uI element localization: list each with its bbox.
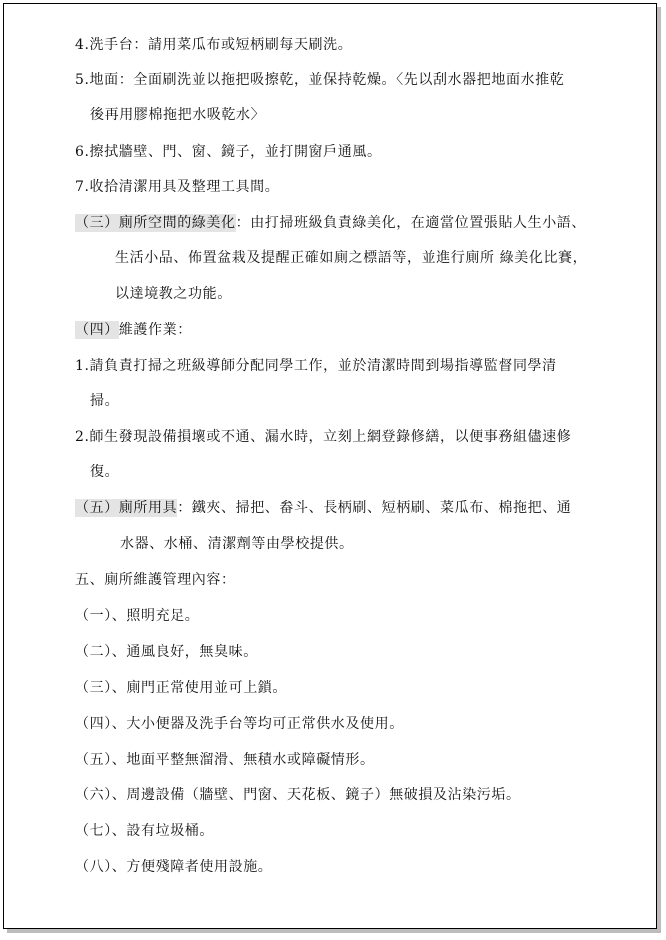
maint-item-1: 1.請負責打掃之班級導師分配同學工作，並於清潔時間到場指導監督同學清	[75, 358, 557, 374]
maint-item-2-cont: 復。	[90, 464, 120, 480]
maint-item-2: 2.師生發現設備損壞或不通、漏水時，立刻上網登錄修繕，以便事務組儘速修	[75, 429, 572, 445]
check-item-6: （六）、周邊設備（牆壁、門窗、天花板、鏡子）無破損及沾染污垢。	[75, 787, 521, 803]
check-item-3: （三）、廁門正常使用並可上鎖。	[75, 680, 287, 696]
section-5-tools: （五）廁所用具：鐵夾、掃把、畚斗、長柄刷、短柄刷、菜瓜布、棉拖把、通	[75, 500, 572, 516]
check-item-4: （四）、大小便器及洗手台等均可正常供水及使用。	[75, 716, 404, 732]
item-6-wipe: 6.擦拭牆壁、門、窗、鏡子，並打開窗戶通風。	[75, 144, 382, 160]
section-4-heading: （四）	[75, 322, 119, 338]
item-4-sink: 4.洗手台：請用菜瓜布或短柄刷每天刷洗。	[75, 37, 353, 53]
check-item-1: （一）、照明充足。	[75, 608, 200, 624]
section-4-maintenance: （四）維護作業：	[75, 322, 192, 338]
check-item-5: （五）、地面平整無溜滑、無積水或障礙情形。	[75, 752, 375, 768]
section-3-cont-2: 以達境教之功能。	[115, 286, 232, 302]
section-5-heading: （五）廁所用具	[75, 500, 178, 516]
section-3-greening: （三）廁所空間的綠美化：由打掃班級負責綠美化，在適當位置張貼人生小語、	[75, 215, 587, 231]
item-7-tidy: 7.收拾清潔用具及整理工具間。	[75, 179, 280, 195]
section-3-cont-1: 生活小品、佈置盆栽及提醒正確如廁之標語等，並進行廁所 綠美化比賽，	[115, 250, 588, 266]
maint-item-1-cont: 掃。	[90, 393, 120, 409]
section-5-cont: 水器、水桶、清潔劑等由學校提供。	[120, 536, 354, 552]
section-3-heading: （三）廁所空間的綠美化	[75, 215, 236, 231]
item-5-floor-cont: 後再用膠棉拖把水吸乾水〉	[90, 107, 266, 123]
check-item-7: （七）、設有垃圾桶。	[75, 823, 214, 839]
check-item-8: （八）、方便殘障者使用設施。	[75, 859, 273, 875]
chapter-5-heading: 五、廁所維護管理內容：	[75, 572, 236, 588]
check-item-2: （二）、通風良好，無臭味。	[75, 644, 258, 660]
item-5-floor: 5.地面：全面刷洗並以拖把吸擦乾，並保持乾燥。〈先以刮水器把地面水推乾	[75, 72, 565, 88]
